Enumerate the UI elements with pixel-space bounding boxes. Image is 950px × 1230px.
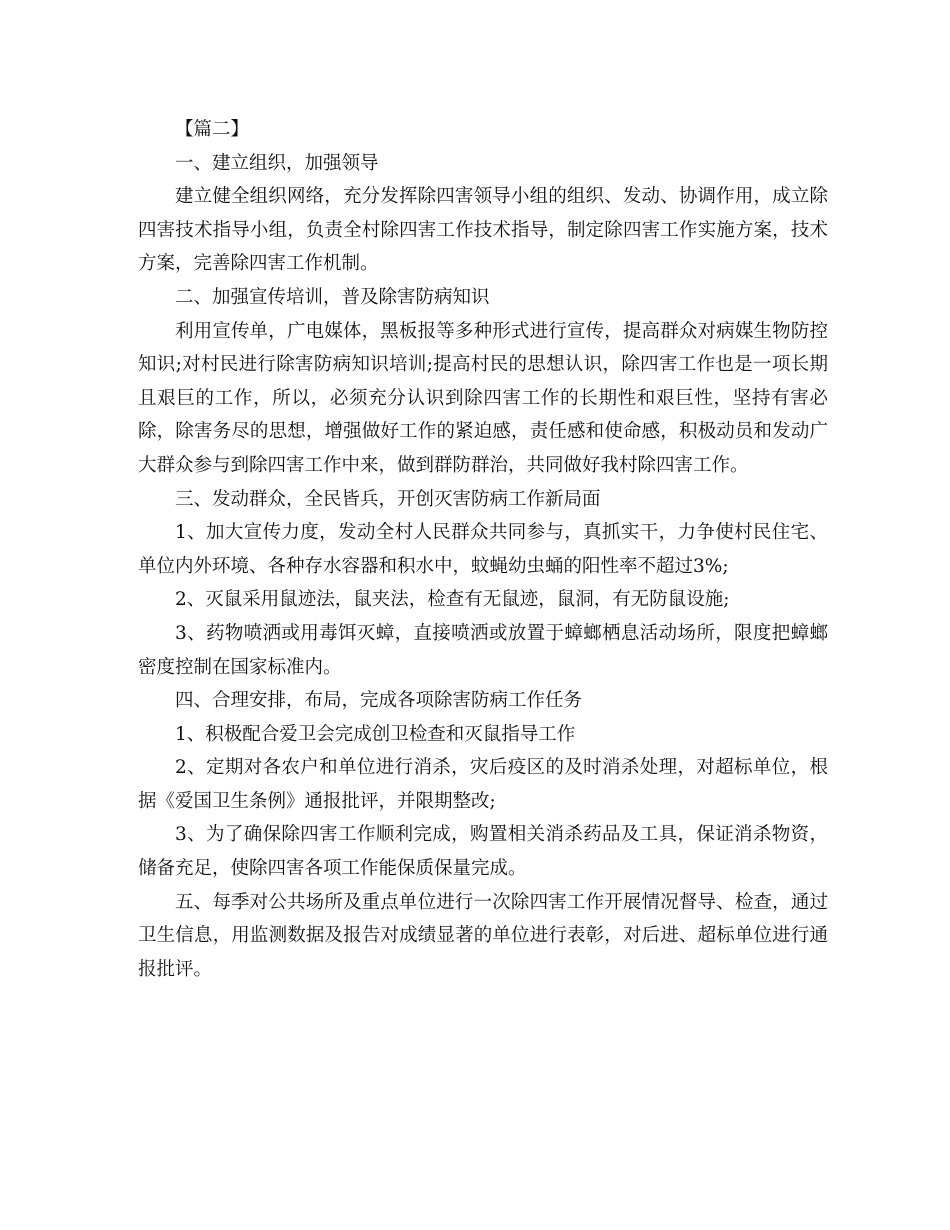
heading-mobilize-masses: 三、发动群众，全民皆兵，开创灭害防病工作新局面 [175,488,601,510]
heading-reasonable-arrangement: 四、合理安排，布局，完成各项除害防病工作任务 [175,690,583,712]
paragraph-quarterly-supervision: 五、每季对公共场所及重点单位进行一次除四害工作开展情况督导、检查，通过卫生信息，用监测数据及报告对成绩显著的单位进行表彰，对后进、超标单位进行通报批评。 [138,891,828,980]
list-item-publicity-efforts: 1、加大宣传力度，发动全村人民群众共同参与，真抓实干，力争使村民住宅、单位内外环境、各种存水容器和积水中，蚊蝇幼虫蛹的阳性率不超过3%; [138,522,828,577]
paragraph-organization-network: 建立健全组织网络，充分发挥除四害领导小组的组织、发动、协调作用，成立除四害技术指导小组，负责全村除四害工作技术指导，制定除四害工作实施方案，技术方案，完善除四害工作机制。 [138,186,828,275]
paragraph-publicity-training: 利用宣传单，广电媒体，黑板报等多种形式进行宣传，提高群众对病媒生物防控知识;对村民进行除害防病知识培训;提高村民的思想认识，除四害工作也是一项长期且艰巨的工作，所以，必须充分认识到除四害工作的长期性和艰巨性，坚持有害必除，除害务尽的思想，增强做好工作的紧迫感，责任感和使命感，积极动员和发动广大群众参与到除四害工作中来，做到群防群治，共同做好我村除四害工作。 [138,320,828,476]
heading-strengthen-publicity: 二、加强宣传培训，普及除害防病知识 [175,286,490,308]
heading-establish-organization: 一、建立组织，加强领导 [175,152,379,174]
document-body [138,113,828,986]
list-item-regular-disinfection: 2、定期对各农户和单位进行消杀，灾后疫区的及时消杀处理，对超标单位，根据《爱国卫生条例》通报批评，并限期整改; [138,757,828,812]
list-item-rodent-control: 2、灭鼠采用鼠迹法，鼠夹法，检查有无鼠迹，鼠洞，有无防鼠设施; [175,589,730,611]
section-tag: 【篇二】 [175,119,250,140]
list-item-purchase-supplies: 3、为了确保除四害工作顺利完成，购置相关消杀药品及工具，保证消杀物资，储备充足，使除四害各项工作能保质保量完成。 [138,824,828,880]
list-item-cooperate-inspection: 1、积极配合爱卫会完成创卫检查和灭鼠指导工作 [175,723,576,745]
list-item-cockroach-control: 3、药物喷洒或用毒饵灭蟑，直接喷洒或放置于蟑螂栖息活动场所，限度把蟑螂密度控制在国家标准内。 [138,622,828,678]
